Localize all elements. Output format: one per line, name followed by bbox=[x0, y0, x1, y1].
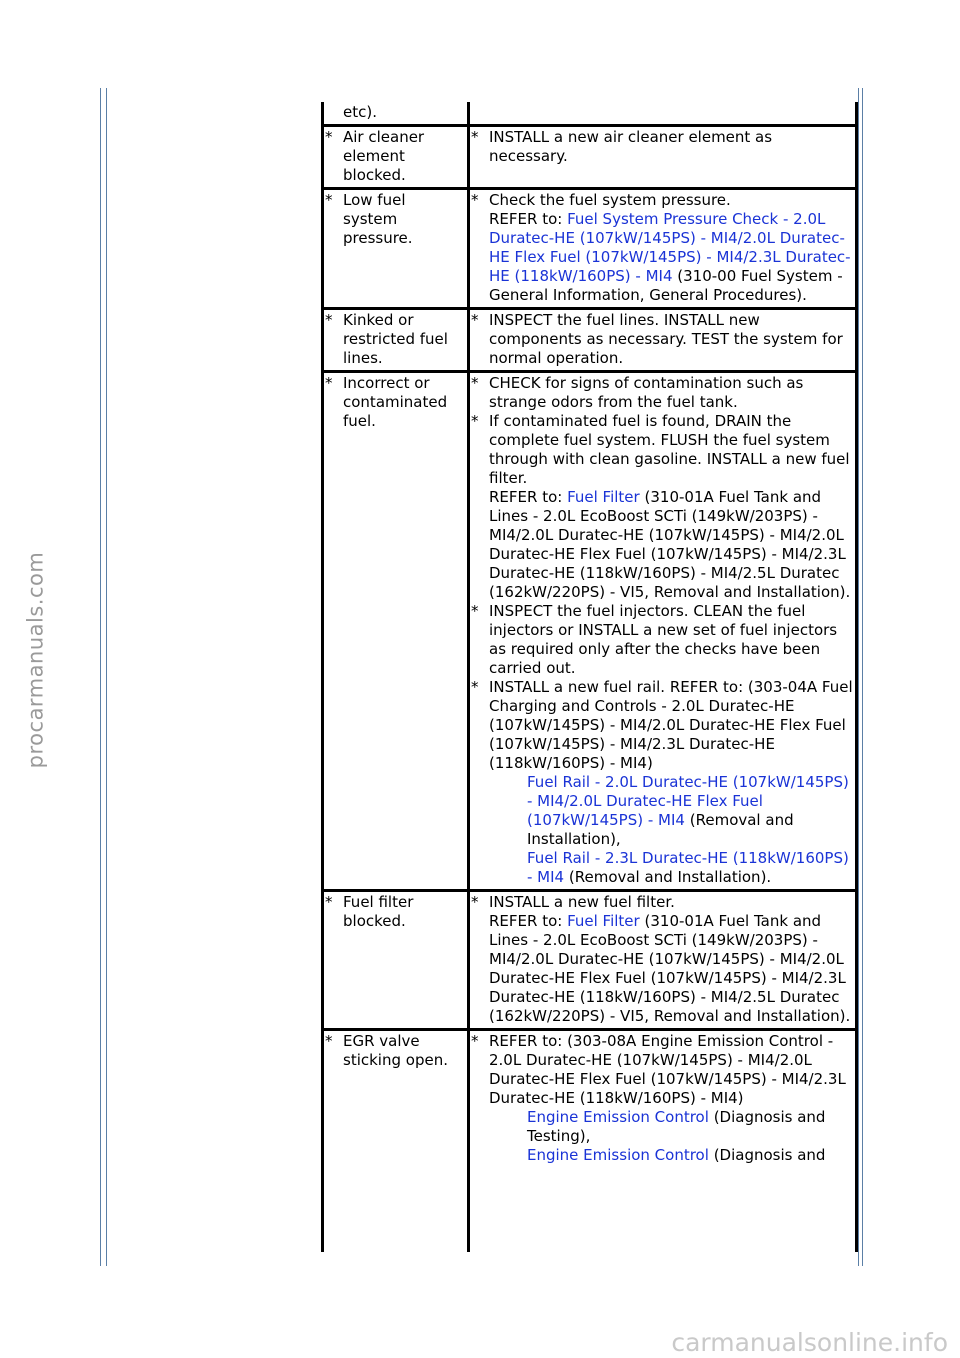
sub-reference-suffix: (Removal and Installation). bbox=[568, 868, 772, 886]
table-row bbox=[323, 372, 857, 891]
action-cell bbox=[469, 309, 857, 372]
cause-cell bbox=[323, 102, 469, 126]
fuel-filter-link[interactable]: Fuel Filter bbox=[567, 488, 640, 506]
table-row bbox=[323, 102, 857, 126]
diagnosis-table bbox=[321, 102, 858, 1252]
bullet-star: * bbox=[471, 128, 479, 146]
bullet-star: * bbox=[325, 1032, 333, 1050]
cause-cell bbox=[323, 309, 469, 372]
bullet-star: * bbox=[471, 678, 479, 696]
action-text: REFER to: (303-08A Engine Emission Control - 2.0L Duratec-HE (107kW/145PS) - MI4/2.0L Duratec-HE Flex Fuel (107kW/145PS) - MI4/2.3L Duratec-HE (118kW/160PS) - MI4) bbox=[489, 1032, 846, 1107]
side-watermark: procarmanuals.com bbox=[23, 551, 48, 769]
action-text: INSPECT the fuel injectors. CLEAN the fuel injectors or INSTALL a new set of fuel injectors as required only after the checks have been carried out. bbox=[489, 602, 838, 677]
cause-text: etc). bbox=[343, 103, 377, 121]
cause-cell bbox=[323, 1030, 469, 1253]
table-row bbox=[323, 189, 857, 309]
action-text: Check the fuel system pressure. bbox=[489, 191, 731, 209]
action-text: If contaminated fuel is found, DRAIN the complete fuel system. FLUSH the fuel system through with clean gasoline. INSTALL a new fuel filter. bbox=[489, 412, 850, 487]
action-text: INSTALL a new fuel rail. REFER to: (303-04A Fuel Charging and Controls - 2.0L Duratec-HE (107kW/145PS) - MI4/2.0L Duratec-HE Flex Fuel (107kW/145PS) - MI4/2.3L Duratec-HE (118kW/160PS) - MI4) bbox=[489, 678, 853, 772]
fuel-rail-link[interactable]: Fuel Rail - 2.3L Duratec-HE (118kW/160PS) - MI4 bbox=[527, 849, 849, 886]
sub-reference bbox=[489, 773, 855, 849]
cause-text: Kinked or restricted fuel lines. bbox=[343, 311, 448, 367]
reference-suffix: (310-01A Fuel Tank and Lines - 2.0L EcoBoost SCTi (149kW/203PS) - MI4/2.0L Duratec-HE (107kW/145PS) - MI4/2.0L Duratec-HE Flex Fuel (107kW/145PS) - MI4/2.3L Duratec-HE (118kW/160PS) - MI4/2.5L Duratec (162kW/220PS) - VI5, Removal and Installation). bbox=[489, 488, 851, 601]
reference-suffix: (310-01A Fuel Tank and Lines - 2.0L EcoBoost SCTi (149kW/203PS) - MI4/2.0L Duratec-HE (107kW/145PS) - MI4/2.0L Duratec-HE Flex Fuel (107kW/145PS) - MI4/2.3L Duratec-HE (118kW/160PS) - MI4/2.5L Duratec (162kW/220PS) - VI5, Removal and Installation). bbox=[489, 912, 851, 1025]
refer-to-label: REFER to: bbox=[489, 488, 568, 506]
action-cell bbox=[469, 1030, 857, 1253]
reference bbox=[470, 488, 855, 602]
fuel-filter-link[interactable]: Fuel Filter bbox=[567, 912, 640, 930]
action-cell bbox=[469, 891, 857, 1030]
sub-reference bbox=[489, 849, 855, 887]
bullet-star: * bbox=[471, 893, 479, 911]
cause-text: Incorrect or contaminated fuel. bbox=[343, 374, 448, 430]
reference-suffix: (310-00 Fuel System - General Information, General Procedures). bbox=[489, 267, 843, 304]
action-cell bbox=[469, 189, 857, 309]
reference bbox=[470, 912, 855, 1026]
refer-to-label: REFER to: bbox=[489, 912, 568, 930]
table-row bbox=[323, 309, 857, 372]
bullet-star: * bbox=[471, 311, 479, 329]
action-cell bbox=[469, 372, 857, 891]
bullet-star: * bbox=[471, 412, 479, 430]
reference bbox=[470, 210, 855, 305]
bullet-star: * bbox=[471, 602, 479, 620]
cause-cell bbox=[323, 372, 469, 891]
refer-to-label: REFER to: bbox=[489, 210, 568, 228]
cause-cell bbox=[323, 891, 469, 1030]
cause-text: Low fuel system pressure. bbox=[343, 191, 413, 247]
action-cell bbox=[469, 102, 857, 126]
sub-reference-suffix: (Diagnosis and bbox=[713, 1146, 826, 1164]
bottom-watermark: carmanualsonline.info bbox=[671, 1328, 948, 1357]
table-row bbox=[323, 1030, 857, 1253]
action-text: INSPECT the fuel lines. INSTALL new components as necessary. TEST the system for normal operation. bbox=[489, 311, 843, 367]
action-text: CHECK for signs of contamination such as strange odors from the fuel tank. bbox=[489, 374, 804, 411]
cause-text: Air cleaner element blocked. bbox=[343, 128, 425, 184]
engine-emission-control-link[interactable]: Engine Emission Control bbox=[527, 1108, 709, 1126]
fuel-rail-link[interactable]: Fuel Rail - 2.0L Duratec-HE (107kW/145PS) - MI4/2.0L Duratec-HE Flex Fuel (107kW/145PS) - MI4 bbox=[527, 773, 849, 829]
cause-cell bbox=[323, 189, 469, 309]
cause-cell bbox=[323, 126, 469, 189]
table-row bbox=[323, 126, 857, 189]
bullet-star: * bbox=[471, 374, 479, 392]
cause-text: Fuel filter blocked. bbox=[343, 893, 414, 930]
bullet-star: * bbox=[471, 1032, 479, 1050]
sub-reference bbox=[489, 1146, 855, 1165]
bullet-star: * bbox=[325, 191, 333, 209]
frame-line-right-inner bbox=[858, 88, 859, 1266]
frame-line-left-inner bbox=[106, 88, 107, 1266]
sub-reference-suffix: (Diagnosis and Testing), bbox=[527, 1108, 826, 1145]
action-text: INSTALL a new air cleaner element as necessary. bbox=[489, 128, 773, 165]
sub-reference-suffix: (Removal and Installation), bbox=[527, 811, 794, 848]
engine-emission-control-link[interactable]: Engine Emission Control bbox=[527, 1146, 709, 1164]
frame-line-right-outer bbox=[862, 88, 863, 1266]
table-row bbox=[323, 891, 857, 1030]
sub-reference bbox=[489, 1108, 855, 1146]
bullet-star: * bbox=[471, 191, 479, 209]
action-text: INSTALL a new fuel filter. bbox=[489, 893, 675, 911]
bullet-star: * bbox=[325, 374, 333, 392]
bullet-star: * bbox=[325, 128, 333, 146]
fuel-system-pressure-check-link[interactable]: Fuel System Pressure Check - 2.0L Duratec-HE (107kW/145PS) - MI4/2.0L Duratec-HE Flex Fuel (107kW/145PS) - MI4/2.3L Duratec-HE (118kW/160PS) - MI4 bbox=[489, 210, 851, 285]
action-cell bbox=[469, 126, 857, 189]
bullet-star: * bbox=[325, 893, 333, 911]
bullet-star: * bbox=[325, 311, 333, 329]
frame-line-left-outer bbox=[100, 88, 101, 1266]
cause-text: EGR valve sticking open. bbox=[343, 1032, 448, 1069]
